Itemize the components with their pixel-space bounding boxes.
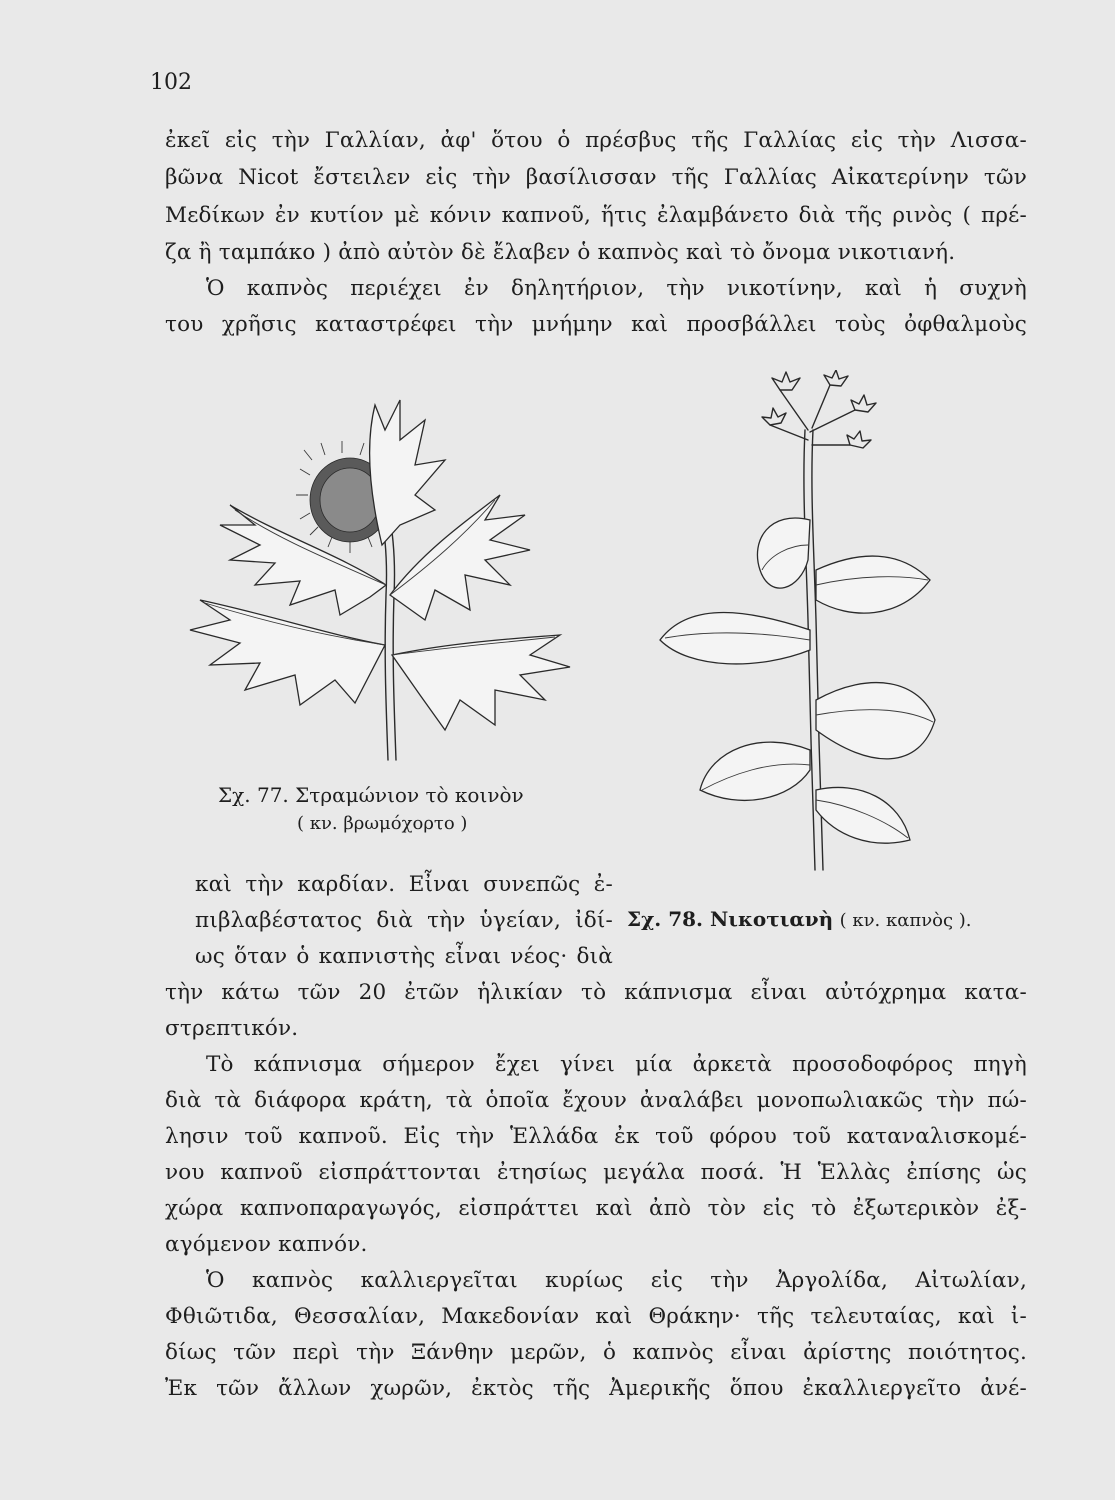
text-line: ζα ἢ ταμπάκο ) ἀπὸ αὐτὸν δὲ ἔλαβεν ὁ καπνὸς καὶ τὸ ὄνομα νικοτιανή. [165, 240, 956, 265]
figure-77-caption: Σχ. 77. Στραμώνιον τὸ κοινὸν [218, 783, 524, 807]
page-number: 102 [150, 70, 192, 95]
text-line: Ὁ καπνὸς περιέχει ἐν δηλητήριον, τὴν νικοτίνην, καὶ ἡ συχνὴ [206, 276, 1027, 301]
figure-78-subcaption: ( κν. καπνὸς ). [839, 910, 972, 931]
text-line: λησιν τοῦ καπνοῦ. Εἰς τὴν Ἑλλάδα ἐκ τοῦ φόρου τοῦ καταναλισκομέ- [165, 1124, 1027, 1149]
text-line: τὴν κάτω τῶν 20 ἐτῶν ἡλικίαν τὸ κάπνισμα εἶναι αὐτόχρημα κατα- [165, 980, 1027, 1005]
text-line: βῶνα Nicot ἔστειλεν εἰς τὴν βασίλισσαν τῆς Γαλλίας Αἰκατερίνην τῶν [165, 165, 1027, 190]
text-line: Μεδίκων ἐν κυτίον μὲ κόνιν καπνοῦ, ἥτις ἐλαμβάνετο διὰ τῆς ρινὸς ( πρέ- [165, 203, 1027, 228]
text-line: Τὸ κάπνισμα σήμερον ἔχει γίνει μία ἀρκετὰ προσοδοφόρος πηγὴ [206, 1052, 1027, 1077]
text-line: Φθιῶτιδα, Θεσσαλίαν, Μακεδονίαν καὶ Θράκην· τῆς τελευταίας, καὶ ἰ- [165, 1304, 1027, 1329]
text-line: χώρα καπνοπαραγωγός, εἰσπράττει καὶ ἀπὸ τὸν εἰς τὸ ἐξωτερικὸν ἐξ- [165, 1196, 1027, 1221]
figure-77-subcaption: ( κν. βρωμόχορτο ) [297, 813, 468, 834]
text-line: Ἐκ τῶν ἄλλων χωρῶν, ἐκτὸς τῆς Ἀμερικῆς ὅπου ἐκαλλιεργεῖτο ἀνέ- [165, 1376, 1027, 1401]
text-line: νου καπνοῦ εἰσπράττονται ἐτησίως μεγάλα ποσά. Ἡ Ἑλλὰς ἐπίσης ὡς [165, 1160, 1027, 1185]
text-line: ως ὅταν ὁ καπνιστὴς εἶναι νέος· διὰ [195, 944, 613, 969]
text-line: Ὁ καπνὸς καλλιεργεῖται κυρίως εἰς τὴν Ἀργολίδα, Αἰτωλίαν, [206, 1268, 1027, 1293]
text-line: πιβλαβέστατος διὰ τὴν ὑγείαν, ἰδί- [195, 908, 613, 933]
text-line: ἐκεῖ εἰς τὴν Γαλλίαν, ἀφ' ὅτου ὁ πρέσβυς τῆς Γαλλίας εἰς τὴν Λισσα- [165, 128, 1027, 153]
text-line: στρεπτικόν. [165, 1016, 299, 1041]
text-line: αγόμενον καπνόν. [165, 1232, 368, 1257]
text-line: καὶ τὴν καρδίαν. Εἶναι συνεπῶς ἐ- [195, 872, 613, 897]
figure-78-caption [627, 907, 972, 931]
text-line: του χρῆσις καταστρέφει τὴν μνήμην καὶ προσβάλλει τοὺς ὀφθαλμοὺς [165, 312, 1027, 337]
figure-78-title: Σχ. 78. Νικοτιανὴ [627, 907, 834, 931]
tobacco-illustration [630, 370, 940, 875]
text-line: δίως τῶν περὶ τὴν Ξάνθην μερῶν, ὁ καπνὸς εἶναι ἀρίστης ποιότητος. [165, 1340, 1027, 1365]
stramonium-illustration [160, 385, 600, 775]
text-line: διὰ τὰ διάφορα κράτη, τὰ ὁποῖα ἔχουν ἀναλάβει μονοπωλιακῶς τὴν πώ- [165, 1088, 1027, 1113]
